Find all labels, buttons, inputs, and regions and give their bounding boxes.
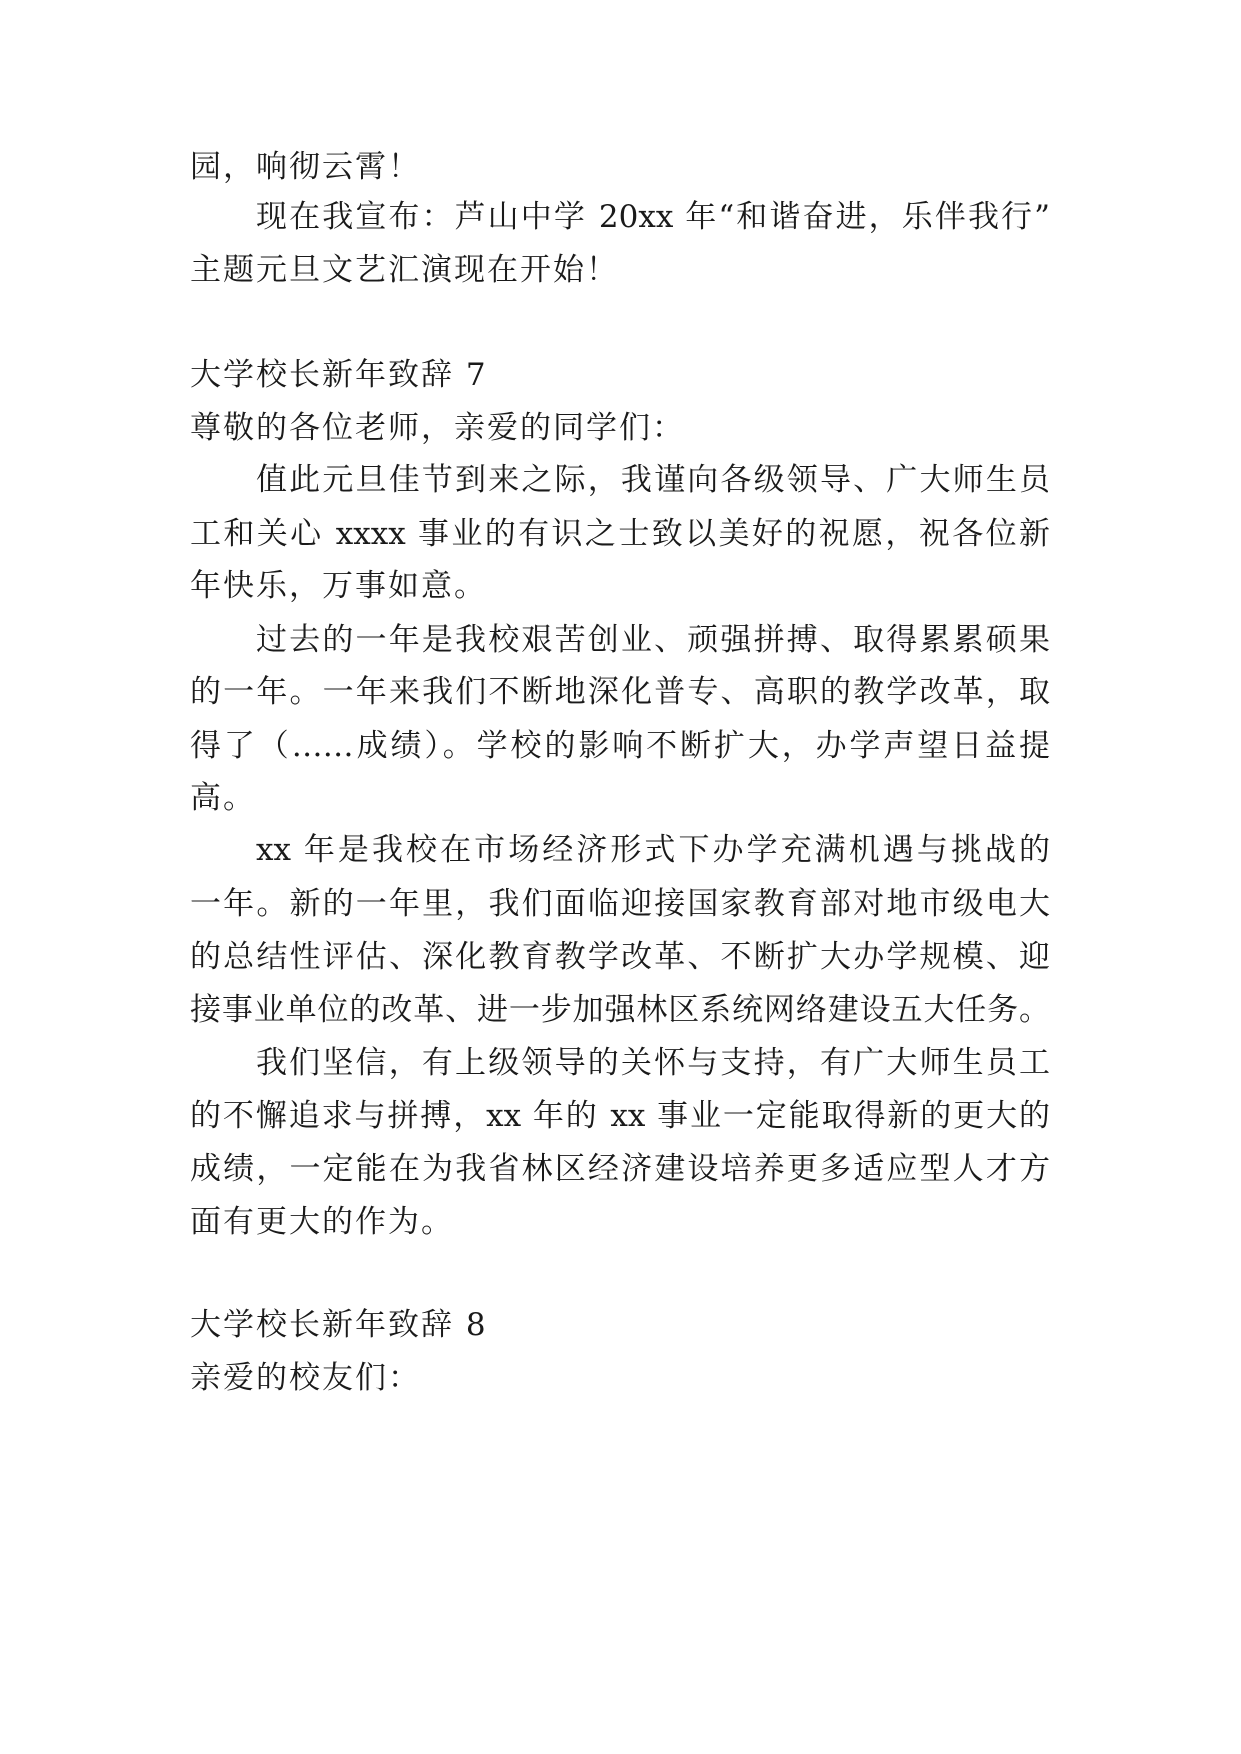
paragraph-line: 的一年。一年来我们不断地深化普专、高职的教学改革，取 — [190, 674, 1050, 710]
paragraph-line: 成绩，一定能在为我省林区经济建设培养更多适应型人才方 — [190, 1151, 1050, 1187]
paragraph-line: 我们坚信，有上级领导的关怀与支持，有广大师生员工 — [256, 1045, 1050, 1081]
section-7-salutation: 尊敬的各位老师，亲爱的同学们： — [190, 410, 685, 446]
intro-line-1: 园，响彻云霄！ — [190, 149, 421, 185]
paragraph-line: xx 年是我校在市场经济形式下办学充满机遇与挑战的 — [256, 832, 1050, 868]
paragraph-line: 工和关心 xxxx 事业的有识之士致以美好的祝愿，祝各位新 — [190, 516, 1050, 552]
paragraph-line: 一年。新的一年里，我们面临迎接国家教育部对地市级电大 — [190, 886, 1050, 922]
paragraph-line: 的不懈追求与拼搏，xx 年的 xx 事业一定能取得新的更大的 — [190, 1098, 1050, 1134]
paragraph-line: 年快乐，万事如意。 — [190, 568, 487, 604]
intro-line-3: 主题元旦文艺汇演现在开始！ — [190, 252, 619, 288]
intro-line-2: 现在我宣布：芦山中学 20xx 年“和谐奋进，乐伴我行” — [256, 199, 1050, 235]
paragraph-line: 接事业单位的改革、进一步加强林区系统网络建设五大任务。 — [190, 992, 1050, 1028]
paragraph-line: 得了（……成绩）。学校的影响不断扩大，办学声望日益提 — [190, 728, 1050, 764]
paragraph-line: 面有更大的作为。 — [190, 1204, 454, 1240]
paragraph-line: 值此元旦佳节到来之际，我谨向各级领导、广大师生员 — [256, 462, 1050, 498]
section-8-salutation: 亲爱的校友们： — [190, 1360, 421, 1396]
paragraph-line: 过去的一年是我校艰苦创业、顽强拼搏、取得累累硕果 — [256, 622, 1050, 658]
paragraph-line: 高。 — [190, 780, 256, 816]
section-8-heading: 大学校长新年致辞 8 — [190, 1307, 488, 1343]
section-7-heading: 大学校长新年致辞 7 — [190, 357, 488, 393]
paragraph-line: 的总结性评估、深化教育教学改革、不断扩大办学规模、迎 — [190, 939, 1050, 975]
